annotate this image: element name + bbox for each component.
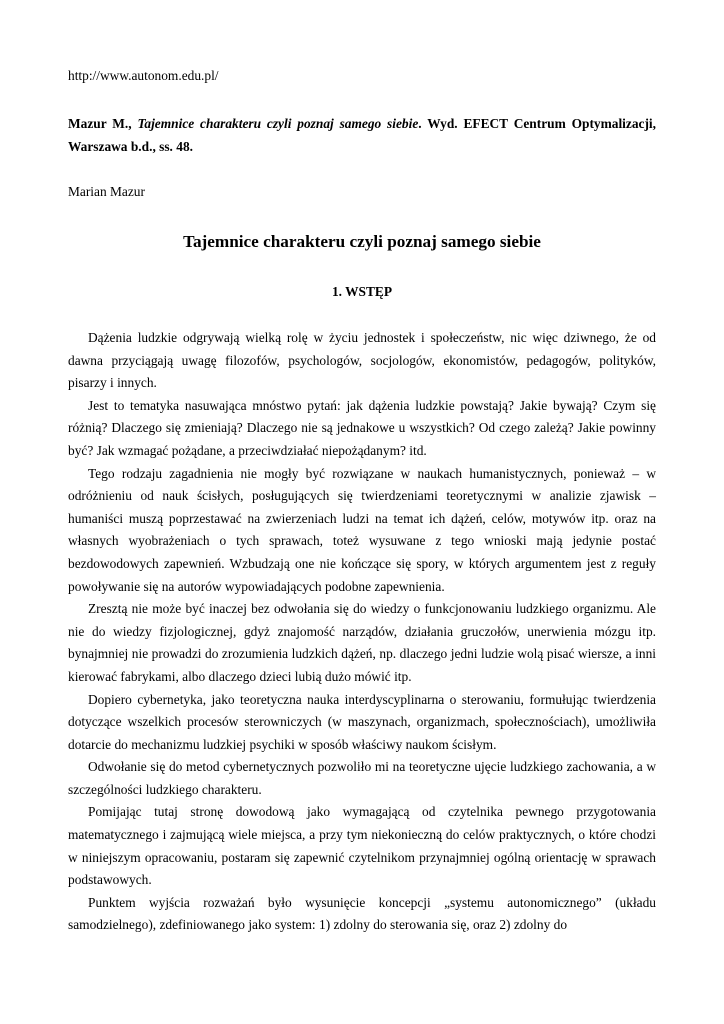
author-name: Marian Mazur — [68, 184, 145, 199]
paragraph: Punktem wyjścia rozważań było wysunięcie koncepcji „systemu autonomicznego” (układu samodzielnego), zdefiniowanego jako system: 1) zdolny do sterowania się, oraz 2) zdolny do — [68, 894, 656, 933]
paragraph: Tego rodzaju zagadnienia nie mogły być rozwiązane w naukach humanistycznych, ponieważ – w odróżnieniu od nauk ścisłych, posługujących się twierdzeniami teoretycznymi w analizie zjawisk – humaniści muszą poprzestawać na zwierzeniach ludzi na temat ich dążeń, celów, motywów itp. oraz na własnych wyobrażeniach o tych sprawach, toteż wysuwane z tego wnioski mają jedynie postać bezdowodowych zapewnień. Wzbudzają one nie kończące się spory, w których argumentem jest z reguły powoływanie się na autorów wypowiadających podobne zapewnienia. — [68, 465, 656, 594]
section-heading: 1. WSTĘP — [331, 284, 393, 299]
citation-title: Tajemnice charakteru czyli poznaj samego siebie — [137, 116, 419, 131]
document-title: Tajemnice charakteru czyli poznaj samego siebie — [183, 232, 541, 251]
bibliographic-citation — [68, 113, 656, 158]
paragraph: Zresztą nie może być inaczej bez odwołania się do wiedzy o funkcjonowaniu ludzkiego organizmu. Ale nie do wiedzy fizjologicznej, gdyż znajomość narządów, działania gruczołów, unerwienia mózgu itp. bynajmniej nie prowadzi do zrozumienia ludzkich dążeń, np. dlaczego jedni ludzie wolą pisać wiersze, a inni kierować fabrykami, albo dlaczego dzieci lubią dużo mówić itp. — [68, 601, 656, 684]
paragraph: Dopiero cybernetyka, jako teoretyczna nauka interdyscyplinarna o sterowaniu, formułując twierdzenia dotyczące wszelkich procesów sterowniczych (w maszynach, organizmach, społecznościach), umożliwiła dotarcie do mechanizmu ludzkiej psychiki w sposób właściwy naukom ścisłym. — [68, 691, 656, 752]
source-url: http://www.autonom.edu.pl/ — [68, 68, 219, 83]
paragraph: Pomijając tutaj stronę dowodową jako wymagającą od czytelnika pewnego przygotowania matematycznego i zajmującą wiele miejsca, a przy tym niekonieczną do celów praktycznych, o które chodzi w niniejszym opracowaniu, postaram się zapewnić czytelnikom przynajmniej ogólną orientację w sprawach podstawowych. — [68, 804, 656, 888]
paragraph: Jest to tematyka nasuwająca mnóstwo pytań: jak dążenia ludzkie powstają? Jakie bywają? Czym się różnią? Dlaczego się zmieniają? Dlaczego nie są jednakowe u wszystkich? Od czego zależą? Jakie powinny być? Jak wzmagać pożądane, a przeciwdziałać niepożądanym? itd. — [68, 397, 656, 458]
citation-author: Mazur M., — [68, 116, 138, 131]
body-text — [68, 327, 656, 937]
document-page — [68, 0, 656, 1024]
citation-publisher: . Wyd. EFECT Centrum Optymalizacji, Warszawa b.d., ss. 48. — [68, 116, 657, 154]
paragraph: Odwołanie się do metod cybernetycznych pozwoliło mi na teoretyczne ujęcie ludzkiego zachowania, a w szczególności ludzkiego charakteru. — [68, 759, 656, 797]
paragraph: Dążenia ludzkie odgrywają wielką rolę w życiu jednostek i społeczeństw, nic więc dziwnego, że od dawna przyciągają uwagę filozofów, psychologów, socjologów, ekonomistów, pedagogów, polityków, pisarzy i innych. — [68, 330, 656, 391]
